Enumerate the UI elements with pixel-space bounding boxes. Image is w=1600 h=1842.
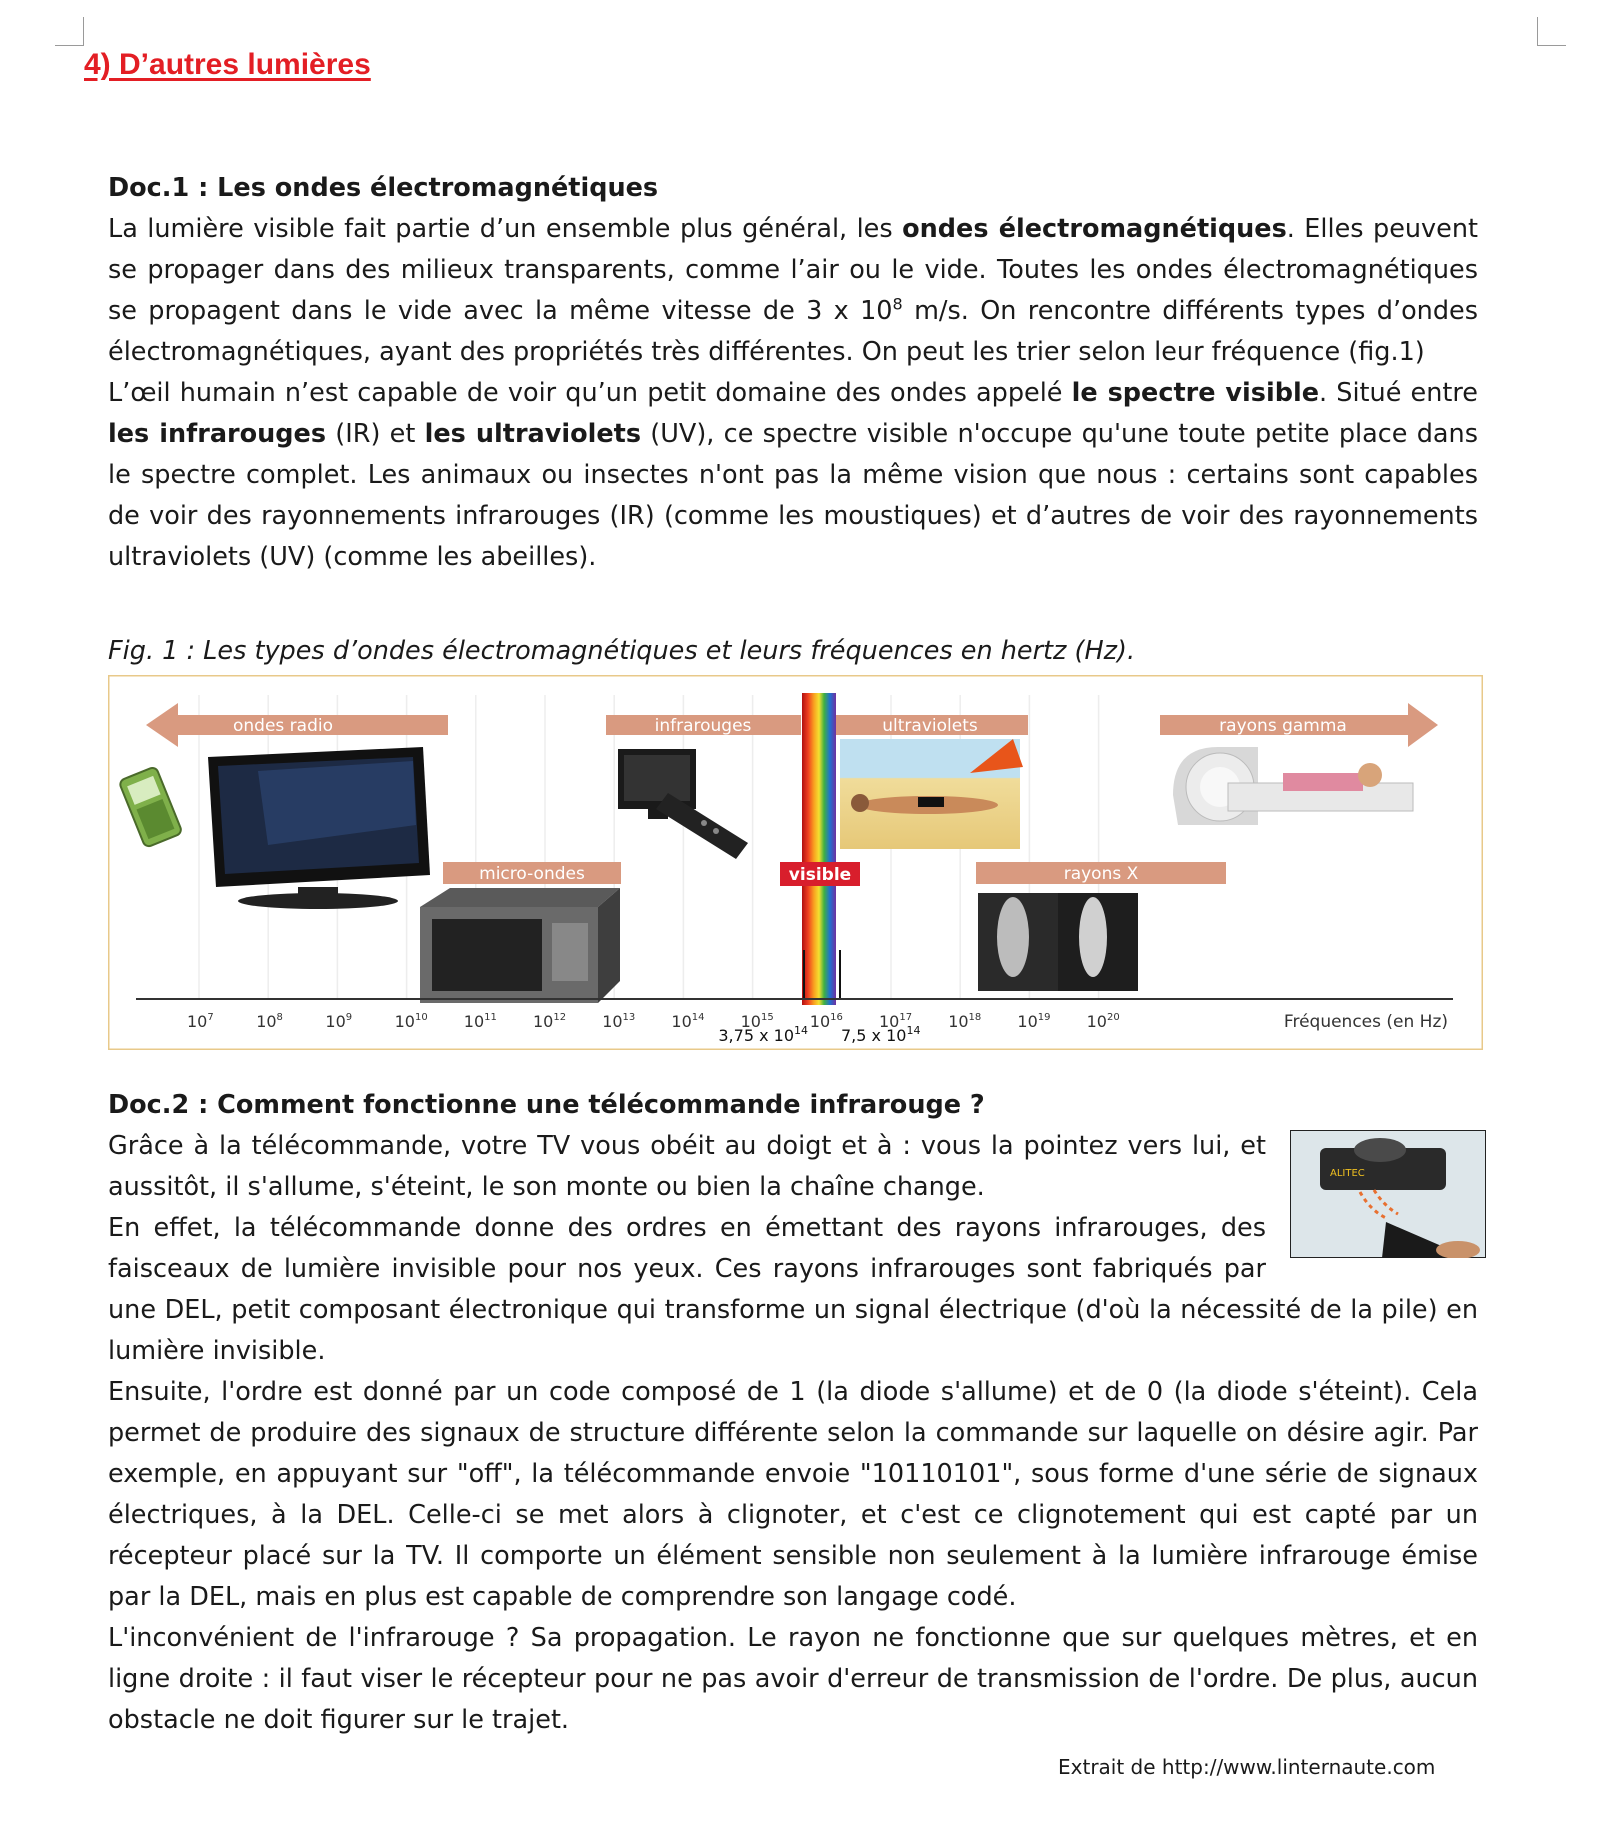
text-run: (UV), ce spectre visible n'occupe qu'une toute petite place dans le spectre complet. Les animaux ou insectes n'ont pas la même vision que nous : certains sont capables de voir des rayonnements infrarouges (IR) (comme les moustiques) et d’autres de voir des rayonnements ultraviolets (UV) (comme les abeilles). bbox=[108, 419, 1478, 572]
tick-base: 10 bbox=[1086, 1012, 1107, 1031]
band-infrared bbox=[606, 715, 801, 736]
doc2-paragraph-4: L'inconvénient de l'infrarouge ? Sa propagation. Le rayon ne fonctionne que sur quelques mètres, et en ligne droite : il faut viser le récepteur pour ne pas avoir d'erreur de transmission de l'ordre. De plus, aucun obstacle ne doit figurer sur le trajet. bbox=[108, 1623, 1478, 1735]
bold-term: le spectre visible bbox=[1071, 378, 1320, 408]
em-spectrum-figure bbox=[108, 675, 1483, 1050]
band-microwave-label: micro-ondes bbox=[479, 864, 585, 884]
doc2-paragraph-2: En effet, la télécommande donne des ordres en émettant des rayons infrarouges, des faisceaux de lumière invisible pour nos yeux. Ces rayons infrarouges sont fabriqués par une DEL, petit composant électronique qui transforme un signal électrique (d'où la nécessité de la pile) en lumière invisible. bbox=[108, 1213, 1478, 1366]
text-run: m/s. On rencontre différents types d’ondes électromagnétiques, ayant des propriétés très différentes. On peut les trier selon leur fréquence (fig.1) bbox=[108, 296, 1478, 367]
band-ultraviolet bbox=[833, 715, 1028, 736]
axis-label: Fréquences (en Hz) bbox=[1283, 1012, 1448, 1032]
tick-base: 10 bbox=[809, 1012, 831, 1031]
band-xray bbox=[976, 862, 1226, 884]
tick-exponent: 14 bbox=[691, 1012, 705, 1023]
tick-exponent: 20 bbox=[1106, 1012, 1120, 1023]
doc2-heading: Doc.2 : Comment fonctionne une télécommande infrarouge ? bbox=[108, 1090, 985, 1120]
tick-exponent: 10 bbox=[414, 1012, 428, 1023]
marker-left-exponent: 14 bbox=[794, 1024, 808, 1037]
remote-control-photo bbox=[1290, 1130, 1486, 1258]
tick-base: 10 bbox=[602, 1012, 623, 1031]
doc1-paragraph-1 bbox=[108, 209, 1478, 373]
tick-base: 10 bbox=[1017, 1012, 1038, 1031]
text-run: La lumière visible fait partie d’un ensemble plus général, les bbox=[108, 214, 903, 244]
text-run: L’œil humain n’est capable de voir qu’un petit domaine des ondes appelé bbox=[108, 378, 1072, 408]
tick-exponent: 9 bbox=[345, 1012, 353, 1023]
tick-base: 10 bbox=[533, 1012, 554, 1031]
tick-base: 10 bbox=[187, 1012, 208, 1031]
tick-exponent: 13 bbox=[622, 1012, 636, 1023]
band-gamma-label: rayons gamma bbox=[1219, 716, 1347, 736]
tick-exponent: 8 bbox=[276, 1012, 283, 1023]
doc2-section bbox=[108, 1085, 1478, 1741]
visible-spectrum-band bbox=[802, 693, 836, 1005]
source-credit: Extrait de http://www.linternaute.com bbox=[1058, 1755, 1436, 1779]
page-corner-mark-left bbox=[55, 17, 84, 46]
figure-caption: Fig. 1 : Les types d’ondes électromagnétiques et leurs fréquences en hertz (Hz). bbox=[108, 636, 1136, 666]
doc1-paragraph-2 bbox=[108, 373, 1478, 578]
doc2-paragraph-3: Ensuite, l'ordre est donné par un code composé de 1 (la diode s'allume) et de 0 (la diode s'éteint). Cela permet de produire des signaux de structure différente selon la commande sur laquelle on désire agir. Par exemple, en appuyant sur "off", la télécommande envoie "10110101", sous forme d'une série de signaux électriques, à la DEL. Celle-ci se met alors à clignoter, et c'est ce clignotement qui est capté par un récepteur placé sur la TV. Il comporte un élément sensible non seulement à la lumière infrarouge émise par la DEL, mais en plus est capable de comprendre son langage codé. bbox=[108, 1377, 1478, 1612]
tick-base: 10 bbox=[948, 1012, 969, 1031]
bold-term: ondes électromagnétiques bbox=[902, 214, 1287, 244]
beach-illustration bbox=[840, 739, 1023, 849]
tick-base: 10 bbox=[394, 1012, 415, 1031]
tick-exponent: 11 bbox=[484, 1012, 497, 1023]
receiver-brand-text: ALITEC bbox=[1330, 1168, 1365, 1179]
tick-base: 10 bbox=[879, 1012, 900, 1031]
band-infrared-label: infrarouges bbox=[654, 716, 752, 736]
band-ultraviolet-label: ultraviolets bbox=[882, 716, 978, 736]
tick-exponent: 19 bbox=[1037, 1012, 1051, 1023]
band-radio-label: ondes radio bbox=[232, 716, 334, 736]
text-run: (IR) et bbox=[326, 419, 425, 449]
tick-base: 10 bbox=[671, 1012, 692, 1031]
band-xray-label: rayons X bbox=[1063, 864, 1139, 884]
tick-exponent: 12 bbox=[553, 1012, 567, 1023]
bold-term: les ultraviolets bbox=[424, 419, 642, 449]
microwave-illustration bbox=[420, 888, 620, 1003]
page-corner-mark-right bbox=[1537, 17, 1566, 46]
marker-right-exponent: 14 bbox=[906, 1024, 921, 1037]
xray-illustration bbox=[978, 893, 1138, 991]
tick-base: 10 bbox=[740, 1012, 761, 1031]
marker-left-mantissa: 3,75 x 10 bbox=[718, 1026, 794, 1045]
tick-exponent: 7 bbox=[207, 1012, 214, 1023]
doc1-section bbox=[108, 168, 1478, 578]
tick-base: 10 bbox=[256, 1012, 277, 1031]
bold-term: les infrarouges bbox=[108, 419, 326, 449]
doc1-heading: Doc.1 : Les ondes électromagnétiques bbox=[108, 173, 659, 203]
tick-exponent: 16 bbox=[830, 1012, 843, 1023]
tick-base: 10 bbox=[463, 1012, 485, 1031]
text-run: . Elles peuvent se propager dans des milieux transparents, comme l’air ou le vide. Toutes les ondes électromagnétiques se propagent dans le vide avec la même vitesse de 3 x 10 bbox=[108, 214, 1478, 326]
doc2-paragraph-1: Grâce à la télécommande, votre TV vous obéit au doigt et à : vous la pointez vers lui, et aussitôt, il s'allume, s'éteint, le son monte ou bien la chaîne change. bbox=[108, 1131, 1266, 1202]
tick-exponent: 15 bbox=[760, 1012, 774, 1023]
text-run: . Situé entre bbox=[1319, 378, 1478, 408]
tick-exponent: 18 bbox=[968, 1012, 982, 1023]
visible-label: visible bbox=[788, 865, 852, 885]
section-title: 4) D’autres lumières bbox=[84, 48, 371, 81]
tick-exponent: 17 bbox=[899, 1012, 913, 1023]
exponent: 8 bbox=[892, 294, 903, 314]
marker-right-mantissa: 7,5 x 10 bbox=[841, 1026, 907, 1045]
tick-base: 10 bbox=[325, 1012, 346, 1031]
band-microwave bbox=[443, 862, 621, 884]
